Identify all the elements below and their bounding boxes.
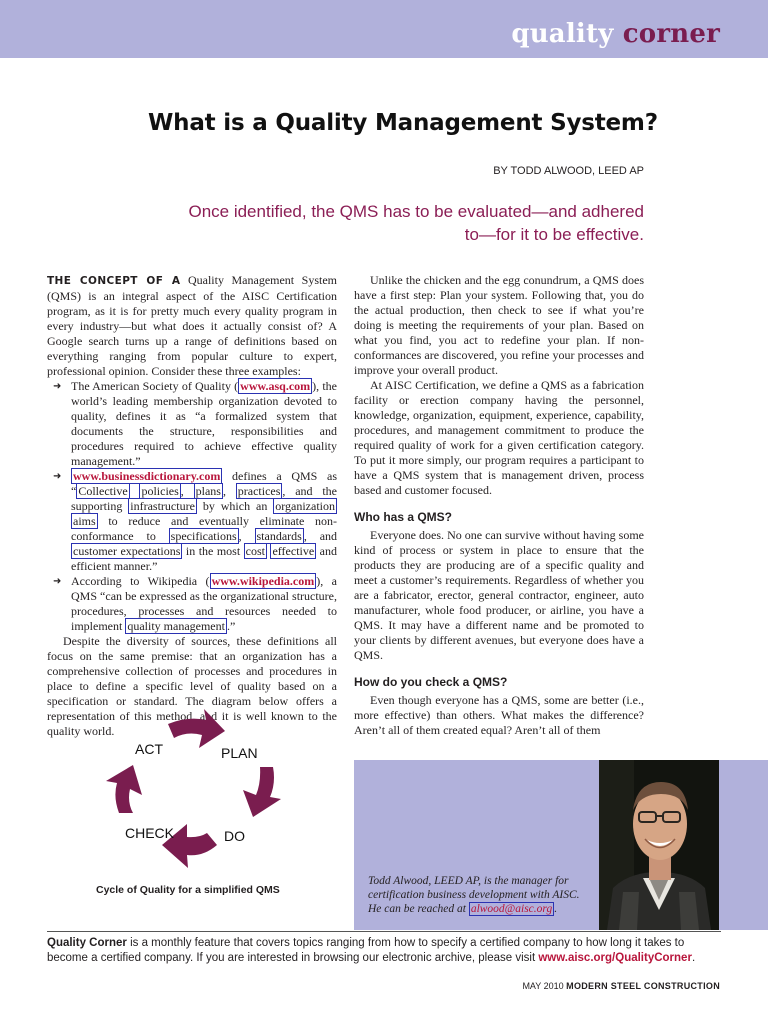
businessdictionary-link[interactable]: www.businessdictionary.com (73, 469, 221, 483)
cycle-arrows (95, 705, 310, 880)
pull-quote: Once identified, the QMS has to be evaluated—and adhered to—for it to be effective. (188, 202, 644, 244)
quality-cycle-diagram (95, 705, 310, 880)
cycle-arrow-icon (168, 709, 225, 748)
footer-note: Quality Corner is a monthly feature that covers topics ranging from how to specify a certified company to how long it takes to become a certified company. If you are interested in browsing our electronic archive, please visit www.aisc.org/QualityCorner. (47, 937, 696, 964)
quality-corner-archive-link[interactable]: www.aisc.org/QualityCorner (538, 952, 692, 964)
publication-name: MODERN STEEL CONSTRUCTION (566, 981, 720, 991)
intro-paragraph (47, 273, 337, 379)
list-item: ➜ The American Society of Quality ( www.asq.com ), the world’s leading membership organization devoted to quality, defines it as “a formalized system that documents the structure, responsibilities and procedures required to achieve effective quality management.” (53, 379, 337, 468)
term-link[interactable]: practices (237, 484, 281, 498)
footer-divider (47, 931, 721, 932)
article-column-left (47, 273, 337, 739)
cycle-arrow-icon (106, 765, 142, 813)
subheading: Who has a QMS? (354, 510, 453, 524)
term-link[interactable]: specifications (170, 529, 237, 543)
term-link[interactable]: Collective (78, 484, 128, 498)
term-link[interactable]: cost (245, 544, 265, 558)
diagram-caption: Cycle of Quality for a simplified QMS (96, 884, 280, 896)
issue-date: MAY 2010 (522, 981, 564, 991)
asq-link[interactable]: www.asq.com (240, 379, 311, 393)
wikipedia-link[interactable]: www.wikipedia.com (211, 574, 315, 588)
term-link[interactable]: aims (73, 514, 96, 528)
definition-list (47, 379, 337, 634)
subheading: How do you check a QMS? (354, 675, 508, 689)
intro-text: Quality Management System (QMS) is an integral aspect of the AISC Certification program, as it is for pretty much every quality program in every industry—but what does it actually consist of? A Google search turns up a range of definitions based on everything ranging from popular culture to expert, professional opinion. Consider these three examples: (47, 273, 338, 378)
author-photo (599, 760, 719, 930)
term-link[interactable]: quality management (127, 619, 225, 633)
term-link[interactable]: organization (275, 499, 335, 513)
arrow-bullet-icon: ➜ (53, 576, 62, 587)
term-link[interactable]: infrastructure (130, 499, 195, 513)
byline: BY TODD ALWOOD, LEED AP (493, 165, 644, 177)
author-bio: Todd Alwood, LEED AP, is the manager for certification business development with AISC. He can be reached at alwood@aisc.org . (368, 875, 580, 915)
brand-word-corner: corner (622, 19, 720, 49)
arrow-bullet-icon: ➜ (53, 381, 62, 392)
term-link[interactable]: policies (141, 484, 179, 498)
section-brand (511, 18, 720, 50)
footer-label: Quality Corner (47, 937, 127, 949)
cycle-label-check: CHECK (125, 825, 175, 841)
cycle-label-plan: PLAN (221, 745, 258, 761)
term-link[interactable]: standards (256, 529, 302, 543)
paragraph: Despite the diversity of sources, these definitions all focus on the same premise: that an organization has a comprehensive collection of processes and procedures in place to define a specific level of quality based on a specification or standard. The diagram below offers a representation of this method, and it is well known to the quality world. (47, 634, 337, 738)
list-item: ➜ www.businessdictionary.com defines a QMS as “ Collective policies , plans , practices , and the supporting infrastructure by which an organization aims to reduce and eventually eliminate non-conformance to specifications , standards , and customer expectations in the most cost effective and efficient manner.” (53, 469, 338, 573)
page-footer (522, 980, 720, 992)
term-link[interactable]: customer expectations (73, 544, 181, 558)
arrow-bullet-icon: ➜ (53, 471, 62, 482)
lead-in: THE CONCEPT OF A (47, 275, 181, 287)
article-title: What is a Quality Management System? (148, 110, 658, 136)
term-link[interactable]: effective (272, 544, 315, 558)
brand-word-quality: quality (511, 19, 614, 49)
paragraph: At AISC Certification, we define a QMS as a fabrication facility or erection company having the personnel, knowledge, organization, equipment, experience, capability, procedures, and management commitment to produce the required quality of work for a given certification category. To put it more simply, our program requires a participant to have a QMS system that is management driven, process based and customer focused. (354, 378, 644, 497)
paragraph: Unlike the chicken and the egg conundrum, a QMS does have a first step: Plan your system. Following that, you do the actual production, then check to see if what you’re doing is meeting the requirements of your plan. Based on what you find, you act to redefine your plan. If non-conformances are discovered, you refine your processes and improve your overall product. (354, 273, 644, 377)
author-email-link[interactable]: alwood@aisc.org (470, 903, 553, 915)
paragraph: Everyone does. No one can survive without having some kind of process or system in place to ensure that the products they are producing are of a specific quality and meet a customer’s requirements. Regardless of whether you are a fabricator, erector, general contractor, engineer, auto manufacturer, whole food producer, or airline, you have a QMS. It may have a different name and be promoted to your clients by different avenues, but everyone does have a QMS. (354, 528, 644, 662)
cycle-label-act: ACT (135, 741, 163, 757)
term-link[interactable]: plans (195, 484, 221, 498)
paragraph: Even though everyone has a QMS, some are better (i.e., more effective) than others. What makes the difference? Aren’t all of them created equal? Aren’t all of them (354, 693, 644, 737)
author-portrait-image (599, 760, 719, 930)
cycle-label-do: DO (224, 828, 245, 844)
list-item: ➜ According to Wikipedia ( www.wikipedia.com ), a QMS “can be expressed as the organizational structure, procedures, processes and resources needed to implement quality management .” (53, 574, 338, 633)
article-column-right (354, 273, 644, 738)
cycle-arrow-icon (243, 767, 281, 817)
